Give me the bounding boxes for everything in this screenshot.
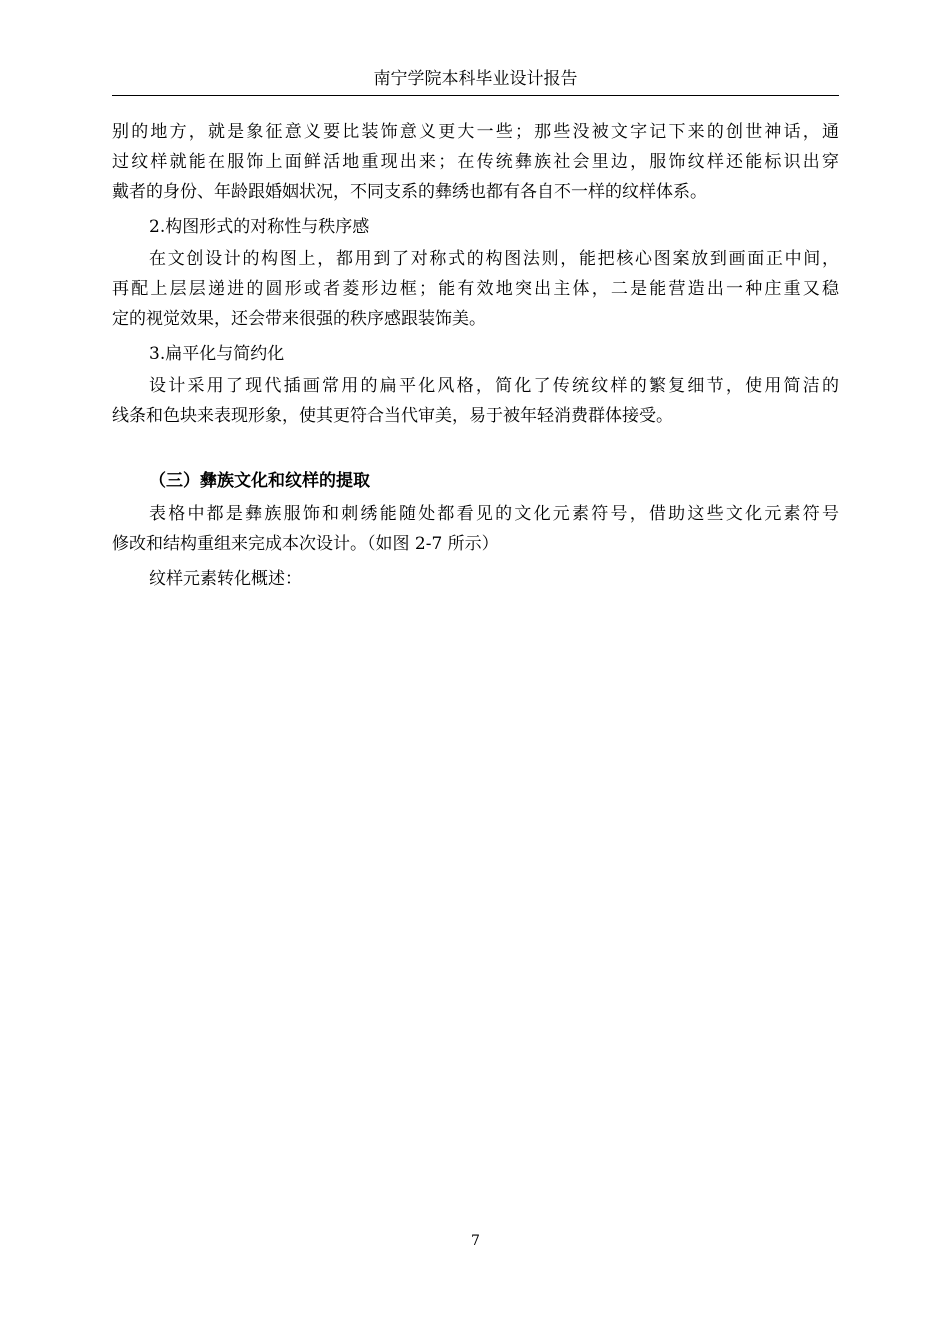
paragraph-composition (112, 244, 839, 334)
page-header-title: 南宁学院本科毕业设计报告 (373, 69, 578, 89)
paragraph-line: 再配上层层递进的圆形或者菱形边框；能有效地突出主体，二是能营造出一种庄重又稳 (112, 279, 839, 299)
paragraph-line: 戴者的身份、年龄跟婚姻状况，不同支系的彝绣也都有各自不一样的纹样体系。 (112, 182, 707, 202)
paragraph-line: 别的地方，就是象征意义要比装饰意义更大一些；那些没被文字记下来的创世神话，通 (112, 122, 839, 142)
paragraph-line: 设计采用了现代插画常用的扁平化风格，简化了传统纹样的繁复细节，使用简洁的 (149, 376, 839, 396)
section-heading: （三）彝族文化和纹样的提取 (149, 471, 370, 491)
paragraph-flat-style (112, 371, 839, 431)
header-divider (112, 95, 839, 96)
page-number: 7 (471, 1233, 480, 1249)
paragraph-line: 修改和结构重组来完成本次设计。（如图 2-7 所示） (112, 534, 499, 554)
pattern-summary-label: 纹样元素转化概述： (149, 569, 302, 589)
paragraph-line: 线条和色块来表现形象，使其更符合当代审美，易于被年轻消费群体接受。 (112, 406, 673, 426)
subheading-symmetry: 2.构图形式的对称性与秩序感 (149, 217, 370, 237)
paragraph-table-intro (112, 499, 839, 559)
subheading-flat-design: 3.扁平化与简约化 (149, 344, 285, 364)
paragraph-line: 在文创设计的构图上，都用到了对称式的构图法则，能把核心图案放到画面正中间， (149, 249, 839, 269)
paragraph-line: 定的视觉效果，还会带来很强的秩序感跟装饰美。 (112, 309, 486, 329)
paragraph-line: 过纹样就能在服饰上面鲜活地重现出来；在传统彝族社会里边，服饰纹样还能标识出穿 (112, 152, 839, 172)
paragraph-line: 表格中都是彝族服饰和刺绣能随处都看见的文化元素符号，借助这些文化元素符号 (149, 504, 839, 524)
paragraph-symbolism (112, 117, 839, 207)
